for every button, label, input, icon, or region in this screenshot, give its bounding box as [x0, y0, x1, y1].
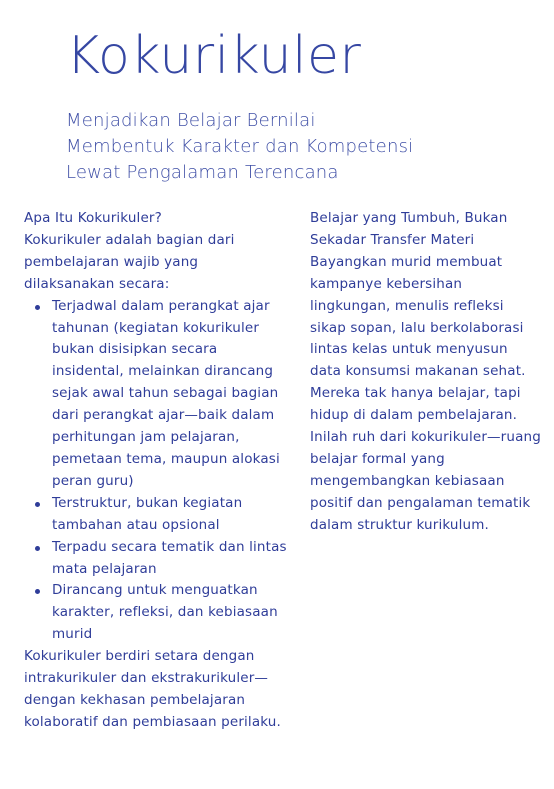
- bullet-line: pemetaan tema, maupun alokasi: [52, 450, 280, 467]
- closing-line: kolaboratif dan pembiasaan perilaku.: [24, 713, 281, 730]
- body-line: Bayangkan murid membuat: [310, 253, 503, 270]
- closing-line: Kokurikuler berdiri setara dengan: [24, 648, 255, 665]
- body-line: hidup di dalam pembelajaran.: [310, 407, 518, 424]
- subtitle-line: Lewat Pengalaman Terencana: [66, 162, 339, 183]
- page-title: Kokurikuler: [66, 26, 362, 86]
- bullet-line: tahunan (kegiatan kokurikuler: [52, 319, 260, 336]
- bullet-list: [24, 296, 309, 647]
- body-line: lintas kelas untuk menyusun: [310, 341, 508, 358]
- bullet-item: [24, 580, 309, 646]
- bullet-line: Terjadwal dalam perangkat ajar: [52, 297, 270, 314]
- subtitle-line: Menjadikan Belajar Bernilai: [66, 110, 316, 131]
- bullet-line: peran guru): [52, 472, 134, 489]
- bullet-line: bukan disisipkan secara: [52, 341, 218, 358]
- bullet-line: insidental, melainkan dirancang: [52, 363, 274, 380]
- right-column: [310, 208, 550, 537]
- body-line: Mereka tak hanya belajar, tapi: [310, 385, 521, 402]
- bullet-dot: [35, 305, 40, 310]
- bullet-line: Terpadu secara tematik dan lintas: [52, 538, 287, 555]
- bullet-line: karakter, refleksi, dan kebiasaan: [52, 604, 278, 621]
- body-line: belajar formal yang: [310, 450, 445, 467]
- body-line: data konsumsi makanan sehat.: [310, 363, 526, 380]
- section-heading: Sekadar Transfer Materi: [310, 231, 475, 248]
- intro-line: dilaksanakan secara:: [24, 275, 170, 292]
- bullet-line: Terstruktur, bukan kegiatan: [52, 494, 243, 511]
- bullet-item: [24, 493, 309, 537]
- section-heading: Belajar yang Tumbuh, Bukan: [310, 210, 508, 226]
- body-line: sikap sopan, lalu berkolaborasi: [310, 319, 524, 336]
- bullet-item: [24, 537, 309, 581]
- body-line: kampanye kebersihan: [310, 275, 463, 292]
- closing-line: dengan kekhasan pembelajaran: [24, 691, 246, 708]
- bullet-line: perhitungan jam pelajaran,: [52, 429, 240, 446]
- body-line: lingkungan, menulis refleksi: [310, 297, 504, 314]
- bullet-item: [24, 296, 309, 493]
- subtitle-line: Membentuk Karakter dan Kompetensi: [66, 136, 414, 157]
- bullet-line: tambahan atau opsional: [52, 516, 220, 533]
- body-line: dalam struktur kurikulum.: [310, 516, 489, 533]
- bullet-line: sejak awal tahun sebagai bagian: [52, 385, 279, 402]
- section-heading: Apa Itu Kokurikuler?: [24, 210, 162, 226]
- subtitle: [66, 108, 413, 186]
- bullet-line: dari perangkat ajar—baik dalam: [52, 407, 275, 424]
- left-column: [24, 208, 309, 734]
- body-line: mengembangkan kebiasaan: [310, 472, 505, 489]
- bullet-line: Dirancang untuk menguatkan: [52, 582, 258, 599]
- body-line: positif dan pengalaman tematik: [310, 494, 531, 511]
- bullet-line: mata pelajaran: [52, 560, 157, 577]
- closing-line: intrakurikuler dan ekstrakurikuler—: [24, 670, 269, 687]
- bullet-dot: [35, 589, 40, 594]
- bullet-dot: [35, 502, 40, 507]
- intro-line: pembelajaran wajib yang: [24, 253, 199, 270]
- bullet-dot: [35, 546, 40, 551]
- bullet-line: murid: [52, 626, 93, 643]
- body-line: Inilah ruh dari kokurikuler—ruang: [310, 429, 541, 446]
- intro-line: Kokurikuler adalah bagian dari: [24, 231, 235, 248]
